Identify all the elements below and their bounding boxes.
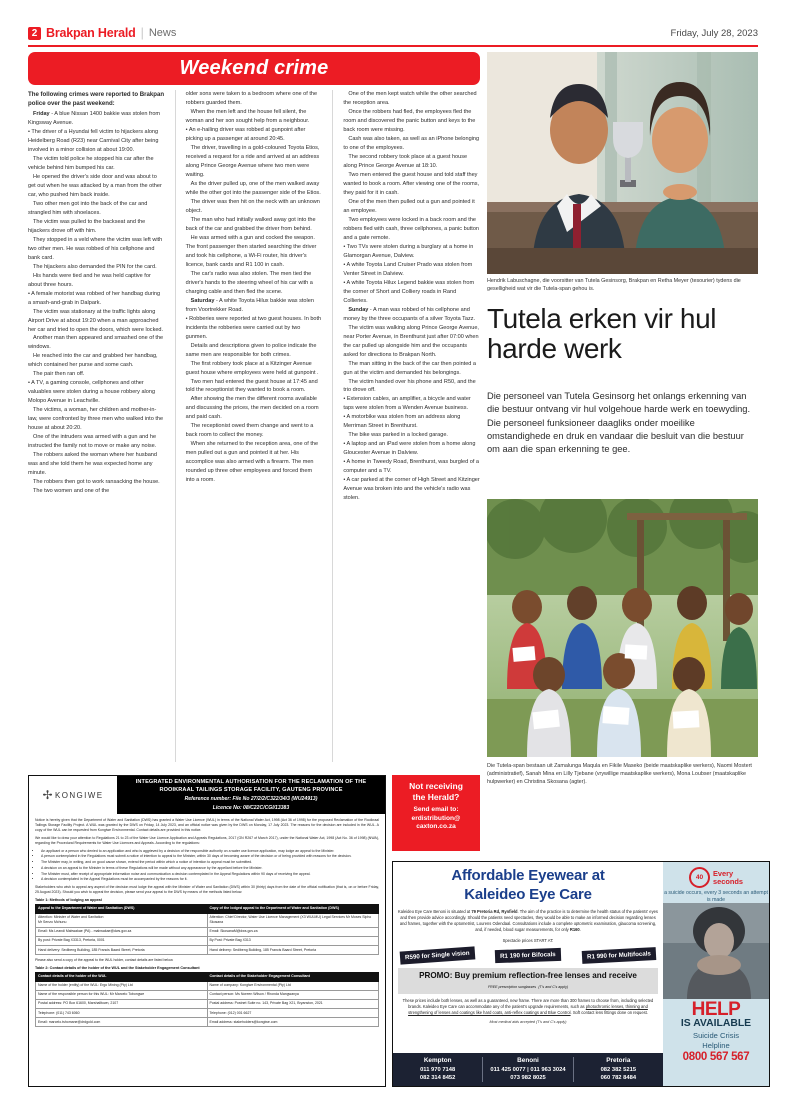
between-tables-note: Please also send a copy of the appeal to the WUL holder, contact details are listed below. bbox=[35, 958, 174, 962]
herald-box-email-1[interactable]: erdistribution@ bbox=[411, 814, 461, 822]
story-paragraph: Another man then appeared and smashed one of the windows. bbox=[28, 335, 164, 351]
eyewear-ad-copy: Kaleideo Eye Care Benoni is situated at 79 Pretoria Rd, Rynfield. The aim of the practice is to determine the health status of the patients' eyes and then provide advice accordingly. Should the patients need spectacles, they would be able to make an informed decision regarding lenses and frames, together with the optometrist, Lourens Odendaal. Consultations include a complete optometric examination, glaucoma screening, and, if needed, blood sugar measurements, for only R160. bbox=[398, 908, 658, 933]
story-paragraph: • A white Toyota Hilux Legend bakkie was stolen from the corner of Short and Colliery roads in Rand Collieries. bbox=[343, 279, 475, 304]
table-row bbox=[36, 936, 379, 945]
eyewear-contact-bar bbox=[393, 1053, 663, 1086]
price-tag-single-vision: R590 for Single vision bbox=[400, 947, 475, 965]
story-paragraph: He opened the driver's side door and was about to get out when he was attacked by a man from the other car, who pushed him back inside. bbox=[28, 173, 162, 198]
story-paragraph: • Robberies were reported at two guest houses. In both incidents the robberies were carried out by two gunmen. bbox=[185, 315, 322, 340]
story-paragraph: Two men had entered the guest house at 17:45 and told the receptionist they wanted to book a room. bbox=[185, 378, 318, 394]
story-paragraph: Details and descriptions given to police indicate the same men are responsible for both crimes. bbox=[185, 342, 317, 358]
table-row bbox=[36, 945, 379, 954]
table-row bbox=[36, 1018, 379, 1027]
herald-box-title-2: the Herald? bbox=[412, 791, 460, 802]
notice-bullet-list bbox=[35, 849, 379, 883]
story-paragraph: • A laptop and an iPad were stolen from a home along Gloucester Avenue in Dalview. bbox=[343, 441, 476, 457]
notice-paragraph: We would like to draw your attention to Regulations 21 to 23 of the Water Use Licence Application and Appeals Regulations, 2017 (GN R267 of March 2017), under the National Water Act, 1998 (Act No. 36 of 1998) (NWA), regarding the Procedural Requirements for Water Use Licences and Appeals. According to the regulations: bbox=[35, 835, 379, 846]
eyewear-ad-start-at: Spectacle prices START AT: bbox=[502, 938, 554, 944]
appeal-methods-table bbox=[35, 904, 379, 955]
story-paragraph: • A female motorist was robbed of her handbag during a smash-and-grab in Dalpark. bbox=[28, 290, 161, 306]
story-column-2 bbox=[186, 90, 323, 762]
herald-box-title-1: Not receiving bbox=[409, 781, 463, 791]
page-masthead bbox=[28, 26, 758, 52]
story-paragraph: Cash was also taken, as well as an iPhone belonging to one of the employees. bbox=[343, 135, 480, 151]
issue-date: Friday, July 28, 2023 bbox=[670, 28, 758, 39]
promo-line-2-text: FREE prescription sunglasses bbox=[487, 985, 537, 990]
story-paragraph: The man sitting in the back of the car then pointed a gun at the victim and demanded his belongings. bbox=[343, 360, 477, 376]
story-paragraph: As the driver pulled up, one of the men walked away while the other got into the passenger side of the Etios. bbox=[185, 180, 321, 196]
story-paragraph: The driver, travelling in a gold-coloured Toyota Etios, received a request for a ride and arrived at an address along Prince George Avenue where two men were waiting. bbox=[185, 144, 320, 178]
story-paragraph: • Extension cables, an amplifier, a bicycle and water taps were stolen from a Wenden Avenue business. bbox=[343, 396, 471, 412]
helpline-available-label: IS AVAILABLE bbox=[680, 1017, 752, 1029]
table-row bbox=[36, 927, 379, 936]
notice-heading-title: INTEGRATED ENVIRONMENTAL AUTHORISATION FOR THE RECLAMATION OF THE ROOIKRAAL TAILINGS STORAGE FACILITY, GAUTENG PROVINCE bbox=[135, 779, 367, 793]
contact-cell bbox=[574, 1057, 663, 1082]
story-paragraph: Two employees were locked in a back room and the robbers fled with cash, three cellphones, a panic button and a gate remote. bbox=[343, 216, 480, 241]
weekend-crime-banner bbox=[28, 52, 480, 85]
story-paragraph: The first robbery took place at a Kitzinger Avenue guest house where employees were held at gunpoint . bbox=[185, 360, 319, 376]
herald-box-send-label: Send email to: bbox=[413, 806, 459, 814]
table-row bbox=[36, 999, 379, 1008]
table2-caption: Table 2: Contact details of the holder of the WUL and the Stakeholder Engagement Consultant bbox=[35, 965, 200, 970]
table-row bbox=[36, 990, 379, 999]
crime-story-columns bbox=[28, 90, 480, 762]
story-paragraph: The victim was walking along Prince George Avenue, near Porter Avenue, in Brenthurst just after 07:00 when the car pulled up alongside him and the occupants asked for directions to Brakpan North. bbox=[343, 324, 479, 358]
story-paragraph: The man who had initially walked away got into the back of the car and grabbed the driver from behind. bbox=[185, 216, 316, 232]
story-paragraph: • A home in Tweedy Road, Brenthurst, was burgled of a computer and a TV. bbox=[343, 459, 480, 475]
kongiwe-mark-icon: ✢ bbox=[42, 788, 54, 802]
story-paragraph: One of the men then pulled out a gun and pointed it an employee. bbox=[343, 198, 475, 214]
contact-phone-number[interactable]: 011 970 7148 bbox=[420, 1066, 456, 1073]
notice-bullet-item: • A person contemplated in the Regulations must submit a notice of intention to appeal to the Minister, within 30 days of becoming aware of the decision or of being provided with reasons for the decision. bbox=[41, 854, 379, 859]
clock-icon: 40 bbox=[689, 867, 710, 888]
story-paragraph: His hands were tied and he was held captive for about three hours. bbox=[28, 272, 151, 288]
story-paragraph: • The driver of a Hyundai fell victim to hijackers along Heidelberg Road (R23) near Carnival City after being involved in a minor collision at about 19:00. bbox=[28, 128, 159, 153]
tutela-bottom-caption: Die Tutela-span bestaan uit Zamalunga Maqula en Fikile Maseko (beide maatskaplike werkers), Naomi Mostert (administratief), Sanah Mina en Lilly Tjebane (vrywillige maatskaplike werkers), Mona Loubser (maatskaplike hulpwerker) en Christina Skosana (agter). bbox=[487, 763, 752, 786]
helpline-photo-artwork bbox=[663, 903, 769, 999]
notice-bullet-item: • The Minister must, after receipt of appropriate information noise and communication a decision contemplated in the Appeal Regulations within 90 days of receiving the appeal. bbox=[41, 872, 379, 877]
story-paragraph: Two men entered the guest house and told staff they wanted to book a room. After viewing one of the rooms, they paid for it in cash. bbox=[343, 171, 480, 196]
contact-cell bbox=[483, 1057, 573, 1082]
notice-reference-number: Reference number: File No 27/2/2/C322/34/3 (WU24913) bbox=[184, 796, 318, 803]
table-cell: Attention: Chief Director, Water Use Licence Management (X3 WULMU) Legal Services Mr Moses Sipho Skosana bbox=[207, 913, 379, 927]
eyewear-price-row bbox=[398, 949, 658, 962]
story-paragraph: Friday - A blue Nissan 1400 bakkie was stolen from Kingsway Avenue. bbox=[28, 110, 161, 126]
table1-caption: Table 1: Methods of lodging an appeal bbox=[35, 897, 102, 902]
table-cell: By post: Private Bag X3313, Pretoria, 0001 bbox=[36, 936, 208, 945]
eyewear-promo-banner bbox=[398, 968, 658, 994]
contact-city-name: Benoni bbox=[517, 1056, 539, 1064]
contact-phone-number[interactable]: 011 425 0077 | 011 963 3024 bbox=[490, 1066, 566, 1073]
notice-paragraph: Notice is hereby given that the Department of Water and Sanitation (DWS) has granted a Water Use Licence (WUL) in terms of the National Water Act, 1998 (Act 36 of 1998) for the proposed Reclamation of the Rooikraal Tailings Storage Facility Project. A WUL was granted by the DWS on Friday, 14 July 2023, and an official notice was given by the DWS on Monday, 17 July 2023. The reasons for the decision are included in the WUL. A copy of the WUL can be requested from Kongiwe Environmental. Contact details are provided in this notice. bbox=[35, 818, 379, 833]
notice-bullet-item: • A decision on an appeal to the Minister in terms of these Regulations will be made without any appearance by the appellant before the Minister. bbox=[41, 866, 379, 871]
notice-heading-block bbox=[117, 776, 385, 814]
story-paragraph: The victim was stationary at the traffic lights along Airport Drive at about 19:20 when a man approached her car and tried to open the doors, which were locked. bbox=[28, 308, 164, 333]
table-cell: Email: marcelo.tshomane@drdgold.com bbox=[36, 1018, 208, 1027]
table-cell: Postal address: PO Box 61600, Marshalltown, 2107 bbox=[36, 999, 208, 1008]
notice-closing-paragraph: Stakeholders who wish to appeal any aspect of the decision must lodge the appeal with the Minister of Water and Sanitation (DWS) within 30 (thirty) days from the date of the official notification (that is, on or before Friday, 25 August 2023). Should you wish to appeal the decision, please send your appeal to the DWS by means of the methods listed below. bbox=[35, 884, 379, 895]
story-paragraph: The victim handed over his phone and R50, and the trio drove off. bbox=[343, 378, 476, 394]
notice-bullet-item: • The Minister may, in writing, and on good cause shown, extend the period within which a notice of intention to appeal must be submitted. bbox=[41, 860, 379, 865]
contact-phone-number[interactable]: 060 782 8484 bbox=[600, 1074, 637, 1081]
masthead-rule bbox=[28, 45, 758, 47]
tutela-team-photo bbox=[487, 499, 758, 757]
story-paragraph: One of the intruders was armed with a gun and he instructed the family not to move or make any noise. bbox=[28, 434, 157, 450]
story-paragraph: The victim was pulled to the backseat and the hijackers drove off with him. bbox=[28, 218, 146, 234]
section-label: News bbox=[148, 27, 177, 39]
notice-paragraphs bbox=[35, 818, 379, 846]
table-cell: Email: Ms Leandi Mabwakae (PA) - mabwakae@dws.gov.za bbox=[36, 927, 208, 936]
table-cell: Name of company: Kongiwe Environmental (Pty) Ltd bbox=[207, 981, 379, 990]
story-paragraph: • Two TVs were stolen during a burglary at a home in Glamorgan Avenue, Dalview. bbox=[343, 243, 474, 259]
eyewear-ad-copy-2: These prices include both lenses, as well as a guaranteed, new frame. There are more than 300 frames to choose from, including selected brands. Kaleideo Eye Care can accommodate any of the patient's upgrade requirements, such as photochromic lenses, thinning and strengthening of lenses and coatings like hard coats, anti-reflex coatings and Blue Control. Soft contact lens fittings done on request. bbox=[402, 998, 654, 1016]
helpline-sub-text: a suicide occurs, every 3 seconds an attempt is made bbox=[664, 890, 768, 903]
story-paragraph: The receptionist owed them change and went to a back room to collect the money. bbox=[185, 423, 314, 439]
table-column-header: Appeal to the Department of Water and Sanitation (DWS) bbox=[36, 904, 208, 913]
table-column-header: Copy of the lodged appeal to the Department of Water and Sanitation (DWS) bbox=[207, 904, 379, 913]
tutela-top-caption: Hendrik Labuschagne, die voorsitter van Tutela Gesinsorg, Brakpan en Retha Meyer (tesourier) tydens die geselligheid wat vir die Tutela-span gehou is. bbox=[487, 278, 741, 293]
story-paragraph: The bike was parked in a locked garage. bbox=[348, 432, 448, 439]
helpline-help-word: HELP bbox=[691, 999, 741, 1021]
contact-cell bbox=[393, 1057, 483, 1082]
table-cell: Email address: stakeholders@kongiwe.com bbox=[207, 1018, 379, 1027]
table-header-row bbox=[36, 904, 379, 913]
story-paragraph: The victims, a woman, her children and mother-in-law, were confronted by three men who walked into the house at about 20:20. bbox=[28, 407, 164, 432]
story-paragraph: The pair then ran off. bbox=[33, 371, 85, 378]
story-paragraph: • An e-hailing driver was robbed at gunpoint after picking up a passenger at around 20:45. bbox=[185, 126, 306, 142]
kongiwe-logo-text: KONGIWE bbox=[55, 790, 104, 800]
table-cell: Hand delivery: Sedibeng Building, 185 Francis Baard Street, Pretoria bbox=[36, 945, 208, 954]
contact-city-name: Pretoria bbox=[606, 1056, 631, 1064]
suicide-helpline-advertisement bbox=[663, 862, 769, 1086]
helpline-photo bbox=[663, 903, 769, 999]
story-paragraph: After showing the men the different rooms available and discussing the prices, the men decided on a room and paid cash. bbox=[185, 396, 319, 421]
eyewear-ad-main bbox=[393, 862, 663, 1086]
helpline-stat-text bbox=[713, 870, 743, 886]
story-column-3 bbox=[343, 90, 480, 762]
table-row bbox=[36, 913, 379, 927]
story-paragraph: Sunday - A man was robbed of his cellphone and money by the three occupants of a silver Toyota Tazz. bbox=[343, 306, 476, 322]
eyewear-medical-aids-note: Most medical aids accepted (T's and C's apply) bbox=[489, 1020, 567, 1025]
notice-bullet-item: • An applicant or a person who denied to an application and who is aggrieved by a decision of the responsible authority on a water use licence application, may lodge an appeal to the Minister. bbox=[41, 849, 379, 854]
table-cell: Contact person: Ms Noreen Wilson / Rhonda Mangwanya bbox=[207, 990, 379, 999]
notice-header bbox=[29, 776, 385, 814]
table-cell: Attention: Minister of Water and Sanitation Mr Senzo Mchunu bbox=[36, 913, 208, 927]
story-paragraph: He reached into the car and grabbed her handbag, which contained her purse and some cash. bbox=[28, 353, 158, 369]
photo-artwork bbox=[487, 52, 758, 274]
table-header-row bbox=[36, 972, 379, 981]
table-cell: Hand delivery: Sedibeng Building, 185 Francis Baard Street, Pretoria bbox=[207, 945, 379, 954]
story-paragraph: The car's radio was also stolen. The men tied the driver's hands to the steering wheel of his car with a charging cable and then fled the scene. bbox=[185, 270, 313, 295]
table-column-header: Contact details of the Stakeholder Engagement Consultant bbox=[207, 972, 379, 981]
masthead-divider: | bbox=[140, 26, 144, 40]
price-tag-bifocals: R1 190 for Bifocals bbox=[495, 948, 561, 963]
table-cell: By Post: Private Bag X313 bbox=[207, 936, 379, 945]
table-cell: Telephone: (012) 001 6627 bbox=[207, 1008, 379, 1017]
story-paragraph: • A car parked at the corner of High Street and Kitzinger Avenue was broken into and the vehicle's radio was stolen. bbox=[343, 477, 480, 502]
tutela-chairman-photo bbox=[487, 52, 758, 274]
story-paragraph: • A motorbike was stolen from an address along Merriman Street in Brenthurst. bbox=[343, 414, 461, 430]
story-paragraph: When the men left and the house fell silent, the woman and her son sought help from a neighbour. bbox=[185, 108, 310, 124]
story-paragraph: The victim told police he stopped his car after the vehicle behind him bumped his car. bbox=[28, 155, 154, 171]
story-paragraph: The robbers asked the woman where her husband was and she told them he was expected home any minute. bbox=[28, 452, 157, 477]
story-paragraph: When she returned to the reception area, one of the men pulled out a gun and pointed it at her. His accomplice was also armed with a firearm. The men rounded up three other employees and forced them into a room. bbox=[185, 441, 319, 484]
photo-artwork bbox=[487, 499, 758, 757]
not-receiving-herald-box[interactable] bbox=[392, 775, 480, 851]
helpline-stat-row bbox=[663, 865, 769, 888]
table-row bbox=[36, 1008, 379, 1017]
story-paragraph: He was armed with a gun and cocked the weapon. The front passenger then started searching the driver and took his cellphone, a Wi-Fi router, his driver's licence, bank cards and R1 100 in cash. bbox=[185, 234, 317, 268]
promo-line-2 bbox=[402, 981, 654, 991]
publication-title: Brakpan Herald bbox=[46, 26, 136, 40]
story-paragraph: • A white Toyota Land Cruiser Prado was stolen from Venter Street in Dalview. bbox=[343, 261, 473, 277]
helpline-service-name-2: Helpline bbox=[702, 1040, 730, 1050]
story-paragraph: The robbers then got to work ransacking the house. bbox=[33, 479, 160, 486]
story-paragraph: The following crimes were reported to Brakpan police over the past weekend: bbox=[28, 91, 165, 108]
story-paragraph: Once the robbers had fled, the employees fled the room and discovered the panic button and keys to the back room were missing. bbox=[343, 108, 476, 133]
promo-terms: (T's and C's apply) bbox=[538, 985, 569, 990]
story-paragraph: The second robbery took place at a guest house along Prince George Avenue at 18:10. bbox=[343, 153, 468, 169]
banner-title: Weekend crime bbox=[179, 57, 329, 79]
contact-phone-number[interactable]: 073 982 8025 bbox=[510, 1074, 546, 1081]
herald-box-email-2[interactable]: caxton.co.za bbox=[416, 823, 456, 831]
contact-details-table bbox=[35, 972, 379, 1027]
contact-phone-number[interactable]: 082 382 5215 bbox=[600, 1066, 637, 1073]
column-rule bbox=[332, 90, 333, 762]
helpline-every-label: Every bbox=[713, 868, 734, 878]
column-rule bbox=[175, 90, 176, 762]
helpline-top bbox=[663, 862, 769, 903]
helpline-phone-number[interactable]: 0800 567 567 bbox=[682, 1050, 750, 1063]
page-number-badge: 2 bbox=[28, 27, 41, 40]
helpline-seconds-label: seconds bbox=[713, 876, 743, 886]
table-row bbox=[36, 981, 379, 990]
notice-bullet-item: • A decision contemplated in the Appeal Regulations must be accompanied by the reasons for it. bbox=[41, 877, 379, 882]
table-column-header: Contact details of the holder of the WUL bbox=[36, 972, 208, 981]
eyewear-advertisement bbox=[392, 861, 770, 1087]
story-paragraph: Two other men got into the back of the car and strangled him with shoelaces. bbox=[28, 200, 148, 216]
helpline-service-name-1: Suicide Crisis bbox=[693, 1030, 739, 1040]
table-cell: Email: SkosanaM@dws.gov.za bbox=[207, 927, 379, 936]
story-paragraph: One of the men kept watch while the other searched the reception area. bbox=[343, 91, 477, 106]
table-cell: Name of the holder (entity) of the WUL: Ergo Mining (Pty) Ltd bbox=[36, 981, 208, 990]
story-paragraph: • A TV, a gaming console, cellphones and other valuables were stolen during a house robbery along Molopo Avenue in Leachville. bbox=[28, 380, 156, 405]
story-paragraph: older sons were taken to a bedroom where one of the robbers guarded them. bbox=[185, 91, 318, 106]
story-paragraph: Saturday - A white Toyota Hilux bakkie was stolen from Voortrekker Road. bbox=[185, 297, 314, 313]
story-column-1 bbox=[28, 90, 165, 762]
table-cell: Telephone: (011) 743 6060 bbox=[36, 1008, 208, 1017]
afrikaans-article-body: Die personeel van Tutela Gesinsorg het onlangs erkenning van die bestuur ontvang vir hul volgehoue harde werk en toewyding. Die personeel funksioneer daagliks onder moeilike omstandighede en druk en vandaar die besluit van die bestuur om aan die span erkenning te gee. bbox=[487, 391, 751, 455]
story-paragraph: The two women and one of the bbox=[33, 488, 110, 495]
story-paragraph: The driver was then hit on the neck with an unknown object. bbox=[185, 198, 320, 214]
afrikaans-headline: Tutela erken vir hul harde werk bbox=[487, 303, 717, 364]
notice-body bbox=[29, 814, 385, 1034]
eyewear-ad-title-1: Affordable Eyewear at bbox=[451, 867, 605, 884]
story-paragraph: The hijackers also demanded the PIN for the card. bbox=[33, 263, 157, 270]
price-tag-multifocals: R1 990 for Multifocals bbox=[582, 947, 657, 964]
eyewear-ad-title-2: Kaleideo Eye Care bbox=[464, 885, 592, 903]
contact-city-name: Kempton bbox=[423, 1056, 452, 1064]
story-paragraph: They stopped in a veld where the victim was left with two other men. He was robbed of his cellphone and bank card. bbox=[28, 236, 163, 261]
notice-licence-number: Licence No: 08/C22C/CGI/13383 bbox=[212, 804, 290, 811]
table-cell: Postal address: Postnet Suite no. 143, Private Bag X21, Bryanston, 2021 bbox=[207, 999, 379, 1008]
table-cell: Name of the responsible person for this WUL: Mr Marcelo Tobongwe bbox=[36, 990, 208, 999]
environmental-notice-ad bbox=[28, 775, 386, 1087]
promo-line-1: PROMO: Buy premium reflection-free lenses and receive bbox=[419, 971, 637, 981]
contact-phone-number[interactable]: 082 314 8452 bbox=[419, 1074, 456, 1081]
kongiwe-logo bbox=[29, 776, 117, 814]
helpline-bottom bbox=[663, 999, 769, 1067]
